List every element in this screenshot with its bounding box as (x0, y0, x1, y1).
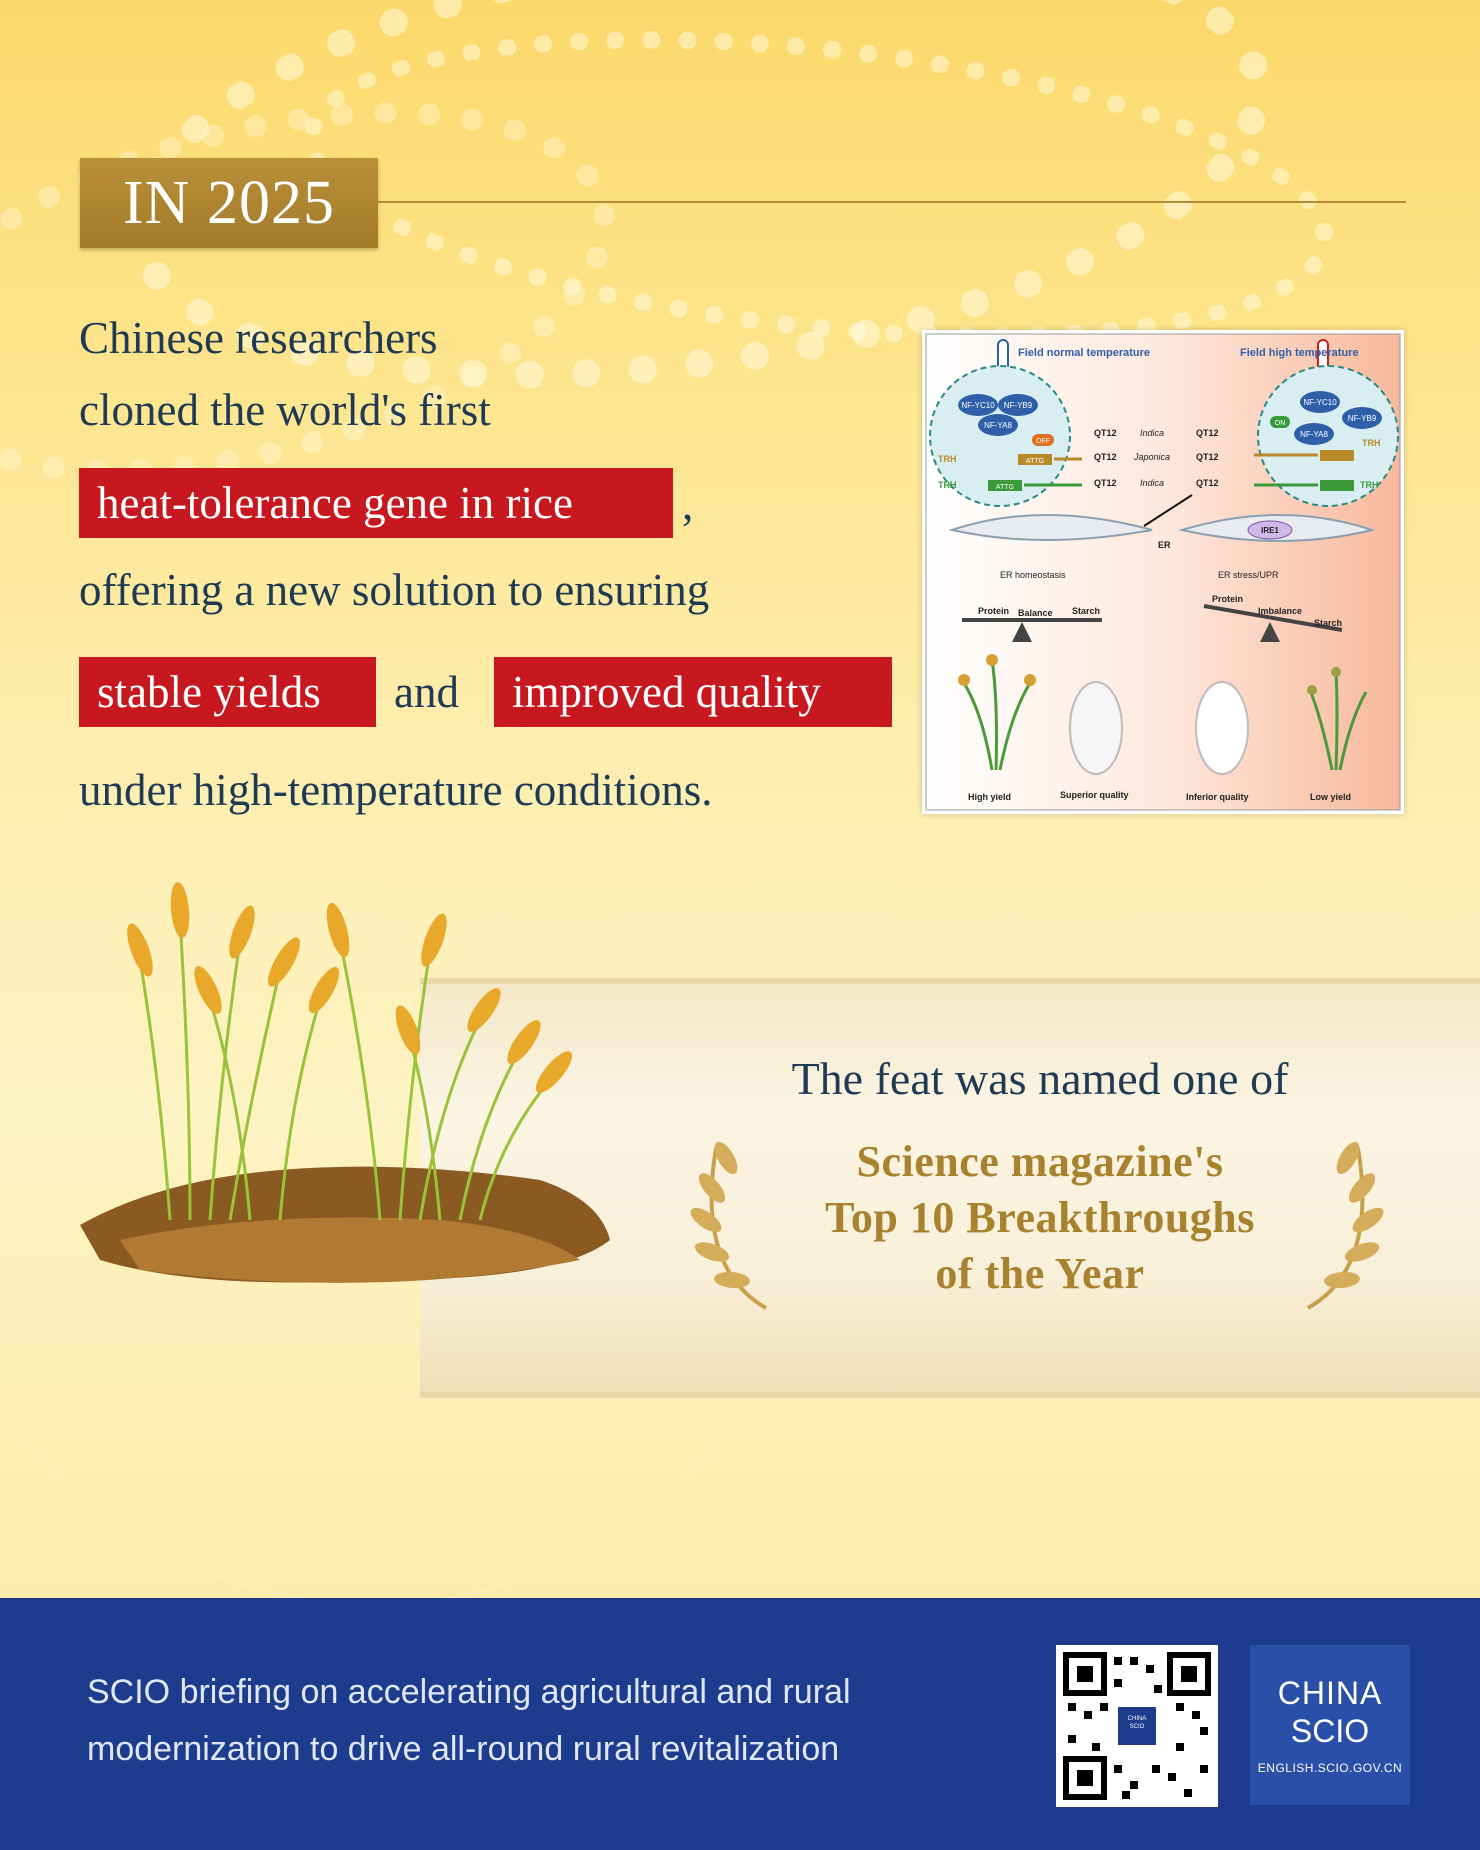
er-stress-label: ER stress/UPR (1218, 570, 1279, 580)
intro-line-4: offering a new solution to ensuring (79, 565, 710, 615)
protein-label: NF-YB9 (1003, 401, 1033, 410)
intro-line-1: Chinese researchers (79, 313, 438, 363)
qt12-label: QT12 (1094, 478, 1117, 488)
intro-line-2: cloned the world's first (79, 385, 491, 435)
feat-intro-text: The feat was named one of (791, 1053, 1289, 1104)
footer-line-2: modernization to drive all-round rural revitalization (87, 1730, 840, 1768)
outcome-label: Inferior quality (1186, 792, 1249, 802)
qr-code[interactable] (1056, 1645, 1218, 1807)
outcome-label: Low yield (1310, 792, 1352, 802)
balance-label: Balance (1018, 608, 1053, 618)
off-switch-label: OFF (1036, 438, 1050, 445)
mechanism-figure (922, 330, 1404, 814)
outcome-label: Superior quality (1060, 790, 1129, 800)
outcome-label: High yield (968, 792, 1012, 802)
footer-line-1: SCIO briefing on accelerating agricultural and rural (87, 1673, 851, 1711)
er-homeostasis-label: ER homeostasis (1000, 570, 1066, 580)
qt12-label: QT12 (1196, 478, 1219, 488)
qt12-label: QT12 (1094, 428, 1117, 438)
header-divider (378, 201, 1406, 203)
qt12-label: QT12 (1094, 452, 1117, 462)
variety-label: Indica (1140, 478, 1165, 488)
protein-label: NF-YC10 (961, 401, 995, 410)
protein-label: NF-YA8 (984, 421, 1012, 430)
left-condition-title: Field normal temperature (1018, 347, 1151, 359)
qt12-label: QT12 (1196, 428, 1219, 438)
protein-label: Protein (1212, 594, 1244, 604)
imbalance-label: Imbalance (1258, 606, 1303, 616)
starch-label: Starch (1072, 606, 1101, 616)
trh-label: TRH (1362, 438, 1381, 448)
china-scio-logo[interactable] (1250, 1645, 1410, 1805)
variety-label: Japonica (1134, 452, 1171, 462)
highlight-stable-yields: stable yields (79, 657, 376, 727)
award-line-3: of the Year (935, 1249, 1145, 1298)
variety-label: Indica (1140, 428, 1165, 438)
protein-label: NF-YB9 (1347, 414, 1377, 423)
protein-label: Protein (978, 606, 1010, 616)
protein-label: NF-YA8 (1300, 430, 1328, 439)
protein-label: NF-YC10 (1303, 398, 1337, 407)
logo-text-china: CHINA (1277, 1675, 1383, 1711)
intro-comma: , (682, 479, 694, 529)
award-line-2: Top 10 Breakthroughs (825, 1193, 1255, 1242)
highlight-improved-quality: improved quality (494, 657, 892, 727)
year-badge: IN 2025 (80, 158, 378, 248)
qt12-label: QT12 (1196, 452, 1219, 462)
starch-label: Starch (1314, 618, 1343, 628)
ire1-label: IRE1 (1261, 526, 1279, 535)
er-label: ER (1158, 540, 1171, 550)
intro-line-6: under high-temperature conditions. (79, 765, 713, 815)
rice-grain-illustration (1196, 682, 1248, 774)
logo-url: ENGLISH.SCIO.GOV.CN (1257, 1761, 1403, 1775)
rice-grain-illustration (1070, 682, 1122, 774)
logo-text-scio: SCIO (1290, 1713, 1370, 1749)
rice-plants-illustration (80, 880, 640, 1520)
promoter-label: ATTG (1025, 458, 1045, 465)
on-switch-label: ON (1274, 420, 1286, 427)
award-line-1: Science magazine's (856, 1137, 1224, 1186)
highlight-heat-tolerance-gene: heat-tolerance gene in rice (79, 468, 673, 538)
intro-and: and (394, 667, 459, 717)
promoter-label: ATTG (995, 484, 1015, 491)
qr-center-logo: CHINA SCIO (1127, 1716, 1147, 1730)
trh-label: TRH (938, 454, 957, 464)
trh-label: TRH (938, 480, 957, 490)
right-condition-title: Field high temperature (1240, 347, 1359, 359)
trh-label: TRH (1360, 480, 1379, 490)
